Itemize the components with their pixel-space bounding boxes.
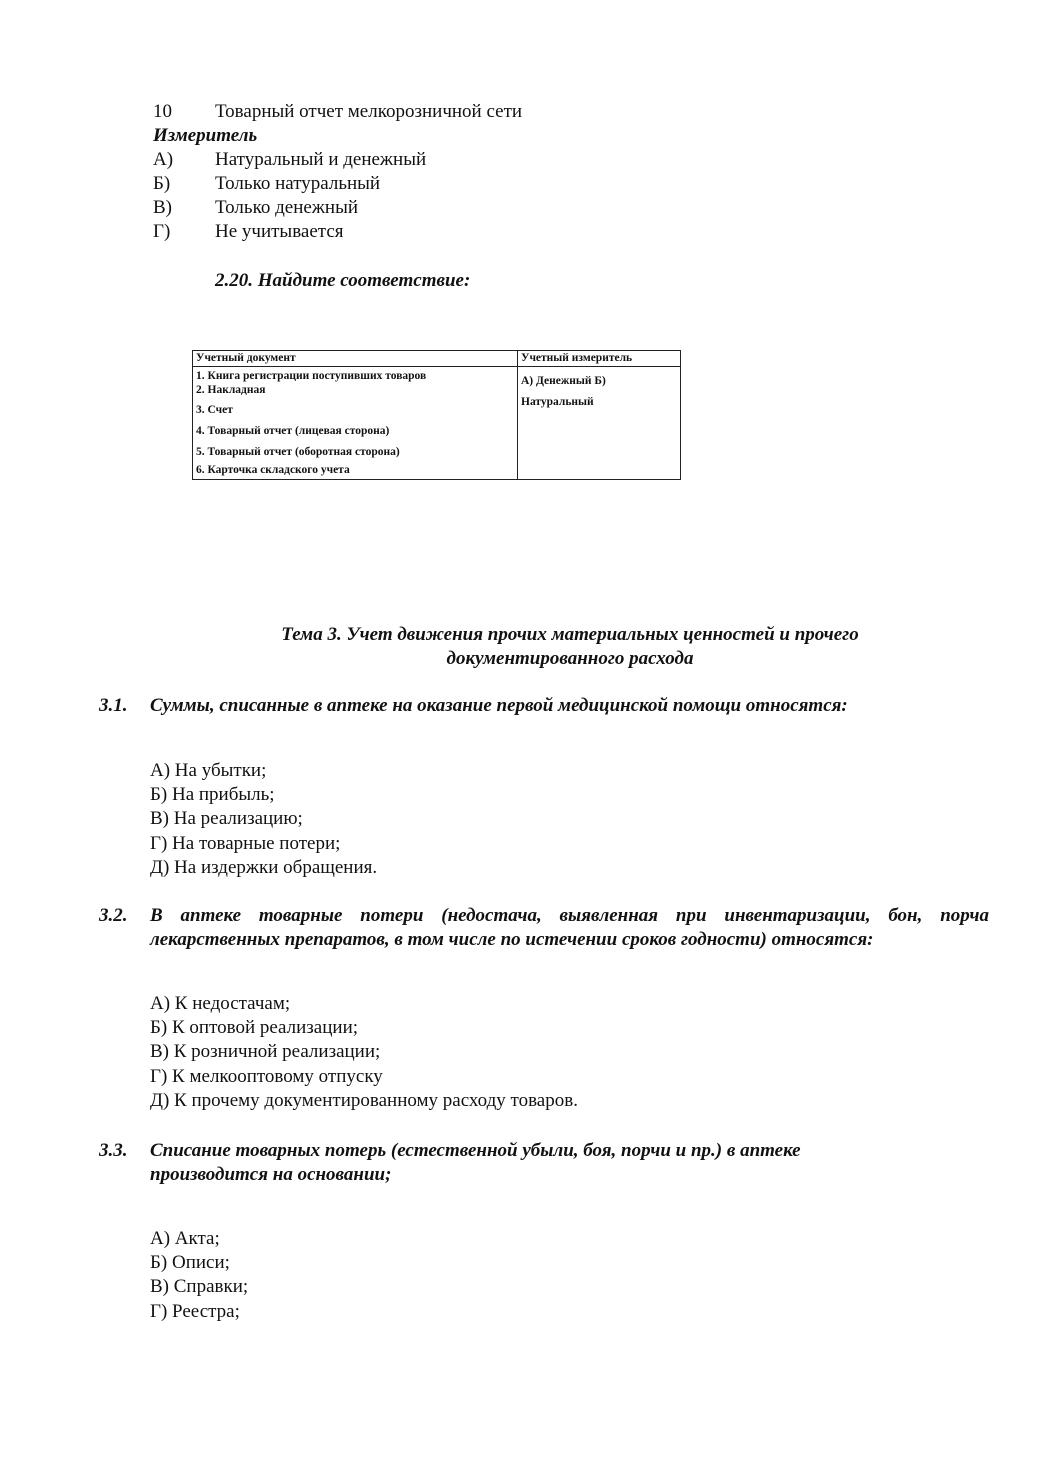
question-text-line: Списание товарных потерь (естественной убыли, боя, порчи и пр.) в аптеке <box>150 1140 801 1161</box>
answer-option: Г) К мелкооптовому отпуску <box>150 1065 383 1087</box>
item-10-text: Товарный отчет мелкорозничной сети <box>215 101 523 122</box>
answer-list <box>150 992 578 1113</box>
measure-heading: Измеритель <box>153 125 258 146</box>
document-item: 3. Счет <box>196 404 233 416</box>
table-header-row <box>193 351 681 367</box>
answer-option: В) На реализацию; <box>150 808 303 830</box>
answer-list <box>150 759 377 880</box>
topic-heading <box>200 623 940 671</box>
document-item: 5. Товарный отчет (оборотная сторона) <box>196 446 400 458</box>
answer-option: Г) Реестра; <box>150 1300 240 1322</box>
document-item: 4. Товарный отчет (лицевая сторона) <box>196 425 390 437</box>
option-text: Натуральный и денежный <box>215 149 427 170</box>
topic-heading-line: Тема 3. Учет движения прочих материальных ценностей и прочего <box>281 624 859 645</box>
answer-option: Б) На прибыль; <box>150 784 275 806</box>
answer-list <box>150 1227 248 1324</box>
matching-table <box>192 350 681 480</box>
item-10-number: 10 <box>153 101 172 122</box>
option-text: Не учитывается <box>215 221 344 242</box>
option-letter: В) <box>153 197 172 218</box>
answer-option: Д) На издержки обращения. <box>150 856 378 878</box>
option-letter: Б) <box>153 173 171 194</box>
answer-option: В) К розничной реализации; <box>150 1041 381 1063</box>
option-text: Только денежный <box>215 197 359 218</box>
question-number: 3.2. <box>99 905 128 926</box>
document-item: 1. Книга регистрации поступивших товаров <box>196 370 427 382</box>
option-text: Только натуральный <box>215 173 381 194</box>
question-text-line: производится на основании; <box>150 1164 392 1185</box>
answer-option: А) К недостачам; <box>150 993 291 1014</box>
col-document-header: Учетный документ <box>193 351 518 367</box>
measures-cell <box>518 367 681 480</box>
option-letter: А) <box>153 149 174 170</box>
answer-option: В) Справки; <box>150 1276 249 1298</box>
question-number: 3.1. <box>99 695 128 716</box>
measure-line: Натуральный <box>521 396 594 408</box>
answer-option: Б) К оптовой реализации; <box>150 1017 359 1039</box>
document-item: 6. Карточка складского учета <box>196 464 350 476</box>
question-text <box>150 1139 989 1187</box>
task-2-20-title: 2.20. Найдите соответствие: <box>215 270 471 291</box>
topic-heading-line: документированного расхода <box>446 648 694 669</box>
answer-option: Д) К прочему документированному расходу товаров. <box>150 1089 578 1111</box>
answer-option: Г) На товарные потери; <box>150 832 341 854</box>
col-measure-header: Учетный измеритель <box>518 351 681 367</box>
document-item: 2. Накладная <box>196 384 266 396</box>
question-text: Суммы, списанные в аптеке на оказание первой медицинской помощи относятся: <box>150 695 848 716</box>
answer-option: А) Акта; <box>150 1228 220 1249</box>
documents-cell <box>193 367 518 480</box>
question-text: В аптеке товарные потери (недостача, выявленная при инвентаризации, бон, порча лекарственных препаратов, в том числе по истечении сроков годности) относятся: <box>150 905 989 950</box>
answer-option: Б) Описи; <box>150 1252 230 1274</box>
question-number: 3.3. <box>99 1140 128 1161</box>
table-row <box>193 367 681 480</box>
option-letter: Г) <box>153 221 171 242</box>
measure-line: А) Денежный Б) <box>521 375 606 387</box>
answer-option: А) На убытки; <box>150 760 267 781</box>
